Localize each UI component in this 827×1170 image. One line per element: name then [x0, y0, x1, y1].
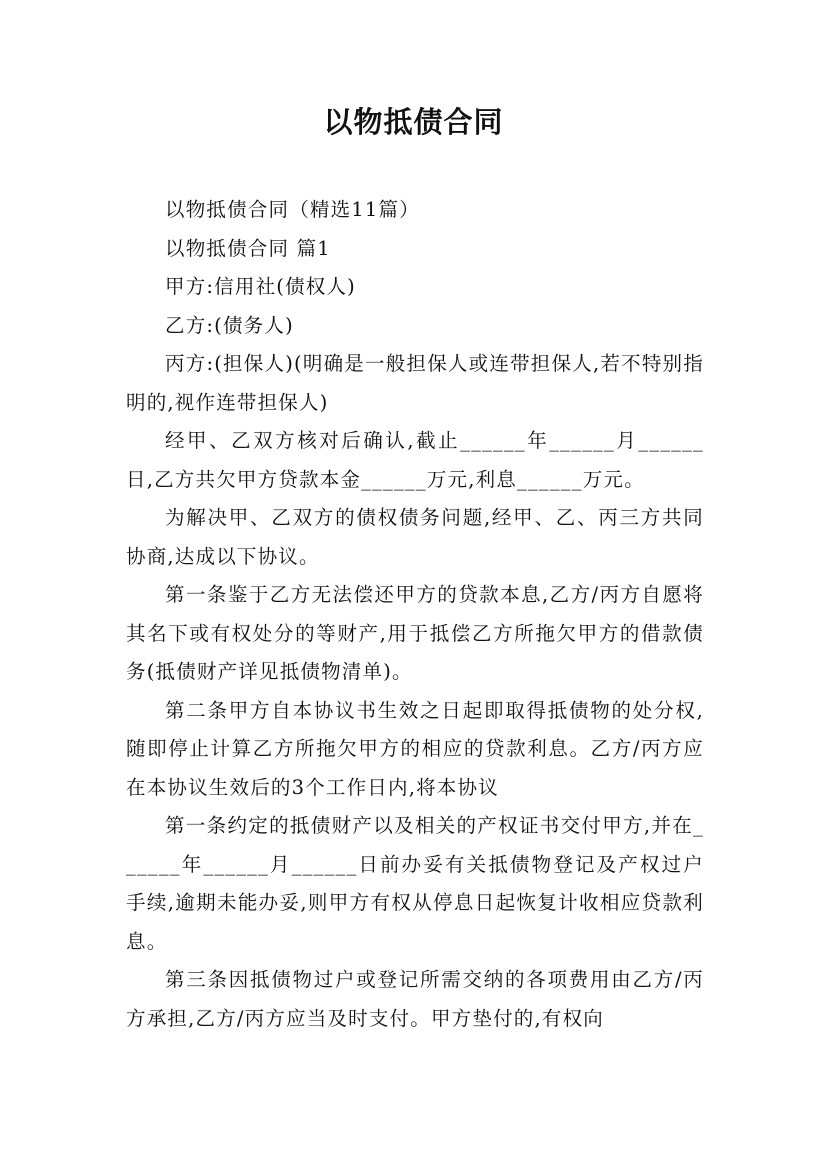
- paragraph-party-b: 乙方:(债务人): [165, 313, 294, 337]
- paragraph-clause-1: 第一条鉴于乙方无法偿还甲方的贷款本息,乙方/丙方自愿将其名下或有权处分的等财产,用于抵偿乙方所拖欠甲方的借款债务(抵债财产详见抵债物清单)。: [126, 583, 704, 683]
- paragraph-collection-heading: 以物抵债合同（精选11篇）: [165, 198, 420, 221]
- paragraph-party-c: 丙方:(担保人)(明确是一般担保人或连带担保人,若不特别指明的,视作连带担保人): [126, 352, 704, 414]
- paragraph-party-a: 甲方:信用社(债权人): [165, 275, 356, 298]
- paragraph-debt-confirmation: 经甲、乙双方核对后确认,截止______年______月______日,乙方共欠甲方贷款本金______万元,利息______万元。: [126, 429, 704, 491]
- paragraph-clause-2: 第二条甲方自本协议书生效之日起即取得抵债物的处分权,随即停止计算乙方所拖欠甲方的相应的贷款利息。乙方/丙方应在本协议生效后的3个工作日内,将本协议: [126, 698, 704, 799]
- paragraph-clause-3: 第三条因抵债物过户或登记所需交纳的各项费用由乙方/丙方承担,乙方/丙方应当及时支付。甲方垫付的,有权向: [126, 968, 704, 1030]
- document-body: [126, 191, 704, 1038]
- document-title: 以物抵债合同: [323, 105, 504, 139]
- paragraph-agreement-intro: 为解决甲、乙双方的债权债务问题,经甲、乙、丙三方共同协商,达成以下协议。: [126, 506, 704, 568]
- paragraph-article-heading: 以物抵债合同 篇1: [165, 236, 331, 260]
- paragraph-clause-2-continued: 第一条约定的抵债财产以及相关的产权证书交付甲方,并在______年______月______日前办妥有关抵债物登记及产权过户手续,逾期未能办妥,则甲方有权从停息日起恢复计收相应贷款利息。: [126, 814, 704, 953]
